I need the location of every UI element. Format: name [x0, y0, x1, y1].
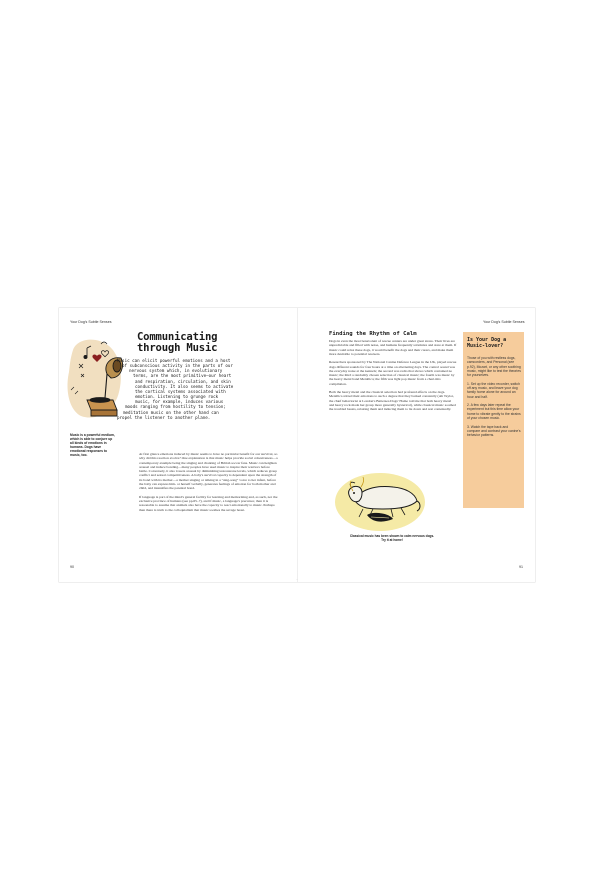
body-paragraph: Dogs in even the most benevolent of rescue centers are under great stress. Their lives are unpredictable and filled with noise, and humans frequently scrutinize and stare at them. If music could relax these dogs, it would benefit the dogs and their carers, and make them more desirable to potential rescuers. — [329, 339, 457, 356]
sleeping-dog-illustration — [333, 471, 425, 535]
sidebar-paragraph: 1. Set up the video recorder, switch off any music, and leave your dog family home alone for around an hour and half. — [467, 381, 520, 399]
title-line: Communicating — [137, 331, 218, 343]
lede-line: nervous system which, in evolutionary — [129, 368, 223, 374]
title-line: through Music — [137, 342, 218, 354]
lede-line: Music can elicit powerful emotions and a host — [117, 358, 231, 363]
sidebar-paragraph: Those of you with restless dogs, camcorders, and Personal (see p.92), Mozart, or any other soothing music, might like to test the theories for yourselves. — [467, 356, 521, 378]
image-caption: Music is a powerful medium, which is able to conjure up all kinds of emotions in humans. Dogs have emotional responses to music, too. — [70, 433, 115, 458]
page-number-right: 91 — [519, 565, 523, 569]
lede-line: emotion. Listening to grunge rock — [135, 394, 219, 400]
gutter — [297, 308, 298, 582]
body-text-left — [139, 452, 279, 516]
sidebar-paragraph: 3. Watch the tape back and compare and contrast your canine's behavior patterns. — [467, 424, 521, 438]
footer-credit: ... — [296, 578, 298, 581]
lede-paragraph — [117, 358, 273, 420]
running-head-right: Your Dog's Subtle Senses — [483, 320, 525, 324]
body-paragraph: If language is part of the mind's general facility for learning and memorizing and, as such, not the exclusive province of humans (see pp.65–7), and if music, a language's precursor, then it is reasonable to assume that animals also have the capacity to react emotionally to music. Perhaps then there is truth to the colloquialism that music soothes the savage beast. — [139, 494, 278, 512]
sidebar-title: Is Your Dog a Music-lover? — [467, 337, 507, 349]
body-paragraph: Researchers sponsored by The National Canine Defence League in the UK, played rescue dogs different sounds for four hours at a time on alternating days. The control sound was the everyday noise at the kennels; the second was radio that shows which contained no music; the third a randomly chosen selection of classical music; the fourth was music by the heavy metal band Metallica; the fifth was light pop music from a chart-hits compilation. — [329, 360, 457, 386]
image-caption: Classical music has been shown to calm nervous dogs. Try it at home! — [349, 534, 435, 542]
lede-line: conductivity. It also seems to activate — [135, 383, 234, 389]
sidebar-body — [467, 356, 522, 442]
lede-line: propel the listener to another plane. — [117, 414, 211, 420]
lede-line: moods ranging from hostility to tension; — [125, 404, 226, 410]
section-heading: Finding the Rhythm of Calm — [329, 331, 417, 337]
page-title — [137, 332, 217, 354]
sidebar-box — [463, 332, 524, 508]
body-text-right — [329, 339, 457, 416]
lede-line: terms, are the most primitive—our heart — [133, 373, 232, 379]
lede-line: meditation music on the other hand can — [123, 409, 219, 415]
body-paragraph: At first glance emotions induced by music seems to have no particular benefit for our survival, so why did this reaction evolve? One explanation is that music helps provide social cohesiveness—a contemporary example being the singing and chanting of British soccer fans. Music can heighten arousal and induce bonding—many peoples have used music to inspire their warriors before battle. Conversely, it also lowers arousal by diminishing testosterone levels, which reduces group conflict and sexual competitiveness. A baby's survival capacity is dependent upon the strength of its bond with its mother—a mother singing or talking in a "sing-song" voice to her infant, before the baby can express him- or herself verbally, generates feelings of emotion for both mother and child, and intensifies the parental bond. — [139, 452, 278, 491]
running-head-left: Your Dog's Subtle Senses — [70, 320, 112, 324]
lede-line: of subconscious activity in the parts of our — [122, 363, 233, 369]
lede-line: and respiration, circulation, and skin — [135, 378, 231, 384]
lede-line: the cortical systems associated with — [135, 388, 226, 394]
sidebar-paragraph: 2. A few days later repeat the experiment but this time allow your home to vibrate gently to the strains of your chosen music. — [467, 403, 521, 420]
lede-line: music, for example, induces various — [135, 399, 224, 405]
body-paragraph: Both the heavy metal and the classical selection had profound effects on the dogs. Metallica stirred their emotions to such a degree that they barked constantly (Ah Taylor, the chief behaviorist at London's Battersea Dogs' Home told me that both heavy metal and heavy rock made her group more generally hysterical), while classical music soothed the troubled beasts, relaxing them and inducing them to lie down and rest contentedly. — [329, 390, 456, 412]
page-number-left: 90 — [70, 565, 74, 569]
book-spread — [59, 308, 535, 582]
